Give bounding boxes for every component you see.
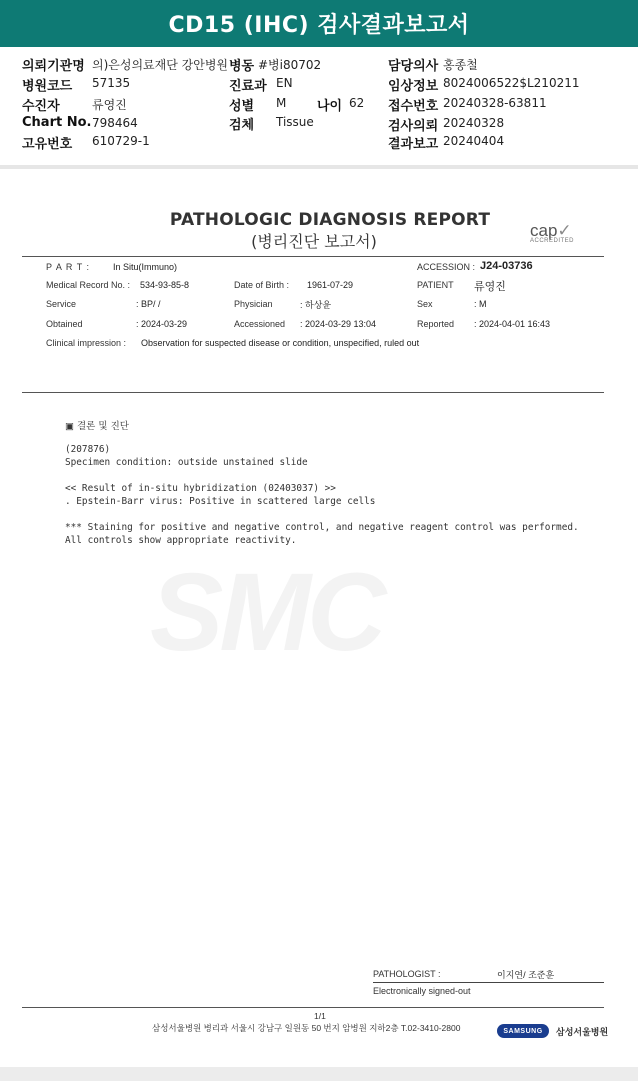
receipt-value: 20240328-63811	[443, 96, 547, 110]
cap-accredited-text: ACCREDITED	[530, 238, 575, 244]
request-date-value: 20240328	[443, 116, 505, 130]
clinical-impression-label: Clinical impression :	[46, 338, 127, 348]
clinical-info-label: 임상정보	[388, 79, 439, 94]
footer-address: 삼성서울병원 병리과 서울시 강남구 일원동 50 번지 암병원 지하2층 T.02-3410-2800	[152, 1023, 461, 1033]
diagnosis-line: . Epstein-Barr virus: Positive in scattered large cells	[65, 496, 376, 507]
sex-label: 성별	[229, 99, 255, 114]
footer-rule	[22, 1007, 604, 1008]
request-info-panel	[0, 47, 638, 165]
result-date-value: 20240404	[443, 134, 505, 148]
report-subtitle: (병리진단 보고서)	[251, 232, 377, 251]
report-patient-label: PATIENT	[417, 280, 454, 290]
cap-logo-text: cap	[530, 221, 558, 240]
diagnosis-line: *** Staining for positive and negative control, and negative reagent control was performed.	[65, 522, 579, 533]
age-label: 나이	[317, 99, 343, 114]
cap-accredited-logo	[530, 221, 574, 244]
pathologist-value: 이지연/ 조준훈	[497, 970, 555, 980]
report-patient-value: 류영진	[474, 281, 506, 293]
part-value: In Situ(Immuno)	[113, 262, 178, 272]
accession-value: J24-03736	[480, 260, 533, 272]
sex-value: M	[276, 96, 287, 110]
patient-label: 수진자	[22, 99, 60, 114]
chart-no-label: Chart No.	[22, 115, 92, 130]
chart-no-value: 798464	[92, 116, 138, 130]
institution-value: 의)은성의료재단 강안병원	[92, 58, 229, 72]
report-title: PATHOLOGIC DIAGNOSIS REPORT	[169, 210, 491, 230]
diagnosis-line: Specimen condition: outside unstained slide	[65, 457, 308, 468]
request-date-label: 검사의뢰	[388, 119, 439, 134]
specimen-label: 검체	[229, 118, 255, 133]
service-value: : BP/ /	[136, 299, 161, 309]
mrn-label: Medical Record No. :	[46, 280, 131, 290]
diagnosis-line: (207876)	[65, 444, 111, 455]
reported-label: Reported	[417, 319, 455, 329]
unique-no-label: 고유번호	[22, 137, 73, 152]
physician-value: : 하상윤	[300, 300, 332, 310]
ward-value: #병i80702	[258, 58, 322, 72]
dob-label: Date of Birth :	[234, 280, 290, 290]
diagnosis-line: All controls show appropriate reactivity.	[65, 535, 297, 546]
signed-out-text: Electronically signed-out	[373, 986, 471, 996]
section-heading: ▣ 결론 및 진단	[65, 421, 129, 432]
dept-value: EN	[276, 76, 293, 90]
age-value: 62	[349, 96, 365, 110]
receipt-label: 접수번호	[388, 99, 439, 114]
clinical-info-value: 8024006522$L210211	[443, 76, 580, 90]
report-sex-label: Sex	[417, 299, 433, 309]
doctor-label: 담당의사	[388, 59, 439, 74]
bottom-bar	[0, 1067, 638, 1081]
samsung-logo-text: SAMSUNG	[503, 1027, 543, 1035]
checkmark-icon: ✓	[557, 221, 572, 240]
part-label: P A R T :	[46, 262, 91, 272]
obtained-label: Obtained	[46, 319, 83, 329]
footer-hospital-name: 삼성서울병원	[556, 1027, 609, 1037]
pathologist-label: PATHOLOGIST :	[373, 969, 441, 979]
obtained-value: : 2024-03-29	[136, 319, 188, 329]
accessioned-value: : 2024-03-29 13:04	[300, 319, 377, 329]
specimen-value: Tissue	[276, 115, 314, 129]
samsung-logo	[497, 1024, 549, 1038]
ward-label: 병동	[229, 59, 255, 74]
hospital-code-label: 병원코드	[22, 79, 73, 94]
header-rule	[22, 256, 604, 257]
dept-label: 진료과	[229, 79, 267, 94]
unique-no-value: 610729-1	[92, 134, 150, 148]
smc-watermark: SMC	[150, 551, 383, 674]
page-number: 1/1	[314, 1011, 326, 1021]
body-rule	[22, 392, 604, 393]
pathology-report-page	[0, 169, 638, 1067]
report-title-bar	[0, 0, 638, 47]
accessioned-label: Accessioned	[234, 319, 286, 329]
hospital-code-value: 57135	[92, 76, 131, 90]
doctor-value: 홍종철	[443, 58, 478, 72]
page-title: CD15 (IHC) 검사결과보고서	[168, 13, 470, 38]
institution-label: 의뢰기관명	[22, 59, 85, 74]
result-date-label: 결과보고	[388, 137, 439, 152]
reported-value: : 2024-04-01 16:43	[474, 319, 551, 329]
diagnosis-line: << Result of in-situ hybridization (02403037) >>	[65, 483, 336, 494]
physician-label: Physician	[234, 299, 273, 309]
patient-value: 류영진	[92, 98, 127, 112]
service-label: Service	[46, 299, 77, 309]
clinical-impression-value: Observation for suspected disease or condition, unspecified, ruled out	[141, 338, 420, 348]
dob-value: 1961-07-29	[307, 280, 354, 290]
accession-label: ACCESSION :	[417, 262, 476, 272]
report-sex-value: : M	[474, 299, 487, 309]
signature-rule	[373, 982, 604, 983]
mrn-value: 534-93-85-8	[140, 280, 190, 290]
